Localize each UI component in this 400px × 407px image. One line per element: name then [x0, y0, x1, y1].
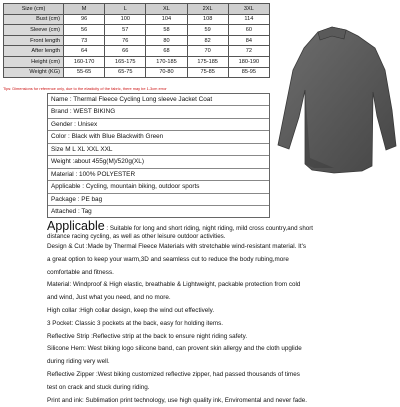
feature-line: Reflective Strip :Reflective strip at the back to ensure night riding safety.: [47, 332, 248, 340]
table-cell: 56: [64, 25, 105, 36]
table-row: [4, 35, 270, 46]
jacket-illustration: [274, 18, 398, 178]
table-cell: 100: [105, 14, 146, 25]
spec-material: Material : 100% POLYESTER: [48, 169, 269, 181]
applicable-text-line: : Suitable for long and short riding, night riding, mild cross country,and short: [104, 225, 313, 232]
table-cell: 82: [187, 35, 228, 46]
table-cell: 70-80: [146, 67, 187, 78]
feature-line: during riding very well.: [47, 358, 110, 366]
table-cell: 114: [228, 14, 269, 25]
table-cell: 160-170: [64, 56, 105, 67]
table-cell: 180-190: [228, 56, 269, 67]
row-label: Bust (cm): [4, 14, 64, 25]
spec-brand: Brand : WEST BIKING: [48, 106, 269, 118]
applicable-text-line: distance racing cycling, as well as other leisure outdoor activities.: [47, 233, 226, 240]
size-header-m: M: [64, 4, 105, 15]
table-cell: 84: [228, 35, 269, 46]
row-label: Weight (KG): [4, 67, 64, 78]
table-row: [4, 46, 270, 57]
spec-gender: Gender : Unisex: [48, 119, 269, 131]
size-header-label: Size (cm): [4, 4, 64, 15]
jacket-body: [278, 27, 396, 173]
table-cell: 65-75: [105, 67, 146, 78]
row-label: Sleeve (cm): [4, 25, 64, 36]
table-cell: 55-65: [64, 67, 105, 78]
table-cell: 60: [228, 25, 269, 36]
applicable-heading: Applicable: [47, 219, 105, 233]
size-table-header-row: [4, 4, 270, 15]
table-cell: 72: [228, 46, 269, 57]
table-cell: 68: [146, 46, 187, 57]
product-spec-box: [47, 93, 270, 218]
row-label: After length: [4, 46, 64, 57]
feature-line: test on crack and stuck during riding.: [47, 383, 150, 391]
table-cell: 80: [146, 35, 187, 46]
spec-applicable: Applicable : Cycling, mountain biking, outdoor sports: [48, 181, 269, 193]
table-cell: 104: [146, 14, 187, 25]
table-cell: 175-185: [187, 56, 228, 67]
table-cell: 73: [64, 35, 105, 46]
size-tips-note: Tips: Dimensions for reference only, due to the elasticity of the fabric, there may be 1-3cm error: [3, 86, 167, 91]
size-header-l: L: [105, 4, 146, 15]
feature-line: and wind, Just what you need, and no more.: [47, 294, 171, 302]
size-chart-table: [3, 3, 270, 78]
size-header-3xl: 3XL: [228, 4, 269, 15]
row-label: Height (cm): [4, 56, 64, 67]
spec-color: Color : Black with Blue Blackwith Green: [48, 131, 269, 143]
table-row: [4, 25, 270, 36]
feature-line: Reflective Zipper :West biking customized reflective zipper, had passed thousands of times: [47, 370, 300, 378]
feature-description: [47, 220, 397, 407]
table-cell: 70: [187, 46, 228, 57]
table-cell: 75-85: [187, 67, 228, 78]
feature-line: Material: Windproof & High elastic, breathable & Lightweight, packable protection from cold: [47, 281, 301, 289]
table-cell: 58: [146, 25, 187, 36]
table-cell: 59: [187, 25, 228, 36]
applicable-paragraph: [47, 220, 397, 233]
table-cell: 85-95: [228, 67, 269, 78]
spec-attached: Attached : Tag: [51, 207, 92, 215]
table-cell: 76: [105, 35, 146, 46]
feature-line: a great option to keep your warm,3D and seamless cut to reduce the body rubing,more: [47, 255, 289, 263]
table-cell: 108: [187, 14, 228, 25]
feature-line: comfortable and fitness.: [47, 268, 114, 276]
size-header-2xl: 2XL: [187, 4, 228, 15]
table-cell: 170-185: [146, 56, 187, 67]
table-cell: 57: [105, 25, 146, 36]
table-row: [4, 14, 270, 25]
table-cell: 165-175: [105, 56, 146, 67]
table-cell: 66: [105, 46, 146, 57]
spec-package: Package : PE bag: [48, 194, 269, 206]
table-cell: 96: [64, 14, 105, 25]
spec-size: Size M L XL XXL XXL: [48, 144, 269, 156]
table-row: [4, 67, 270, 78]
row-label: Front length: [4, 35, 64, 46]
table-cell: 64: [64, 46, 105, 57]
size-header-xl: XL: [146, 4, 187, 15]
spec-weight: Weight :about 455g(M)/520g(XL): [48, 156, 269, 168]
table-row: [4, 56, 270, 67]
feature-line: Print and ink: Sublimation print technology, use high quality ink, Enviromental and never fade.: [47, 396, 307, 404]
feature-line: Silicone Hem: West biking logo silicone band, can provent skin allergy and the cloth upglide: [47, 345, 302, 353]
spec-name: Name : Thermal Fleece Cycling Long sleeve Jacket Coat: [48, 94, 269, 106]
feature-line: Design & Cut :Made by Thermal Fleece Materials with stretchable wind-resistant material. It's: [47, 243, 307, 250]
feature-line: High collar :High collar design, keep the wind out effectively.: [47, 306, 215, 314]
feature-line: 3 Pocket: Classic 3 pockets at the back, easy for holding items.: [47, 319, 224, 327]
